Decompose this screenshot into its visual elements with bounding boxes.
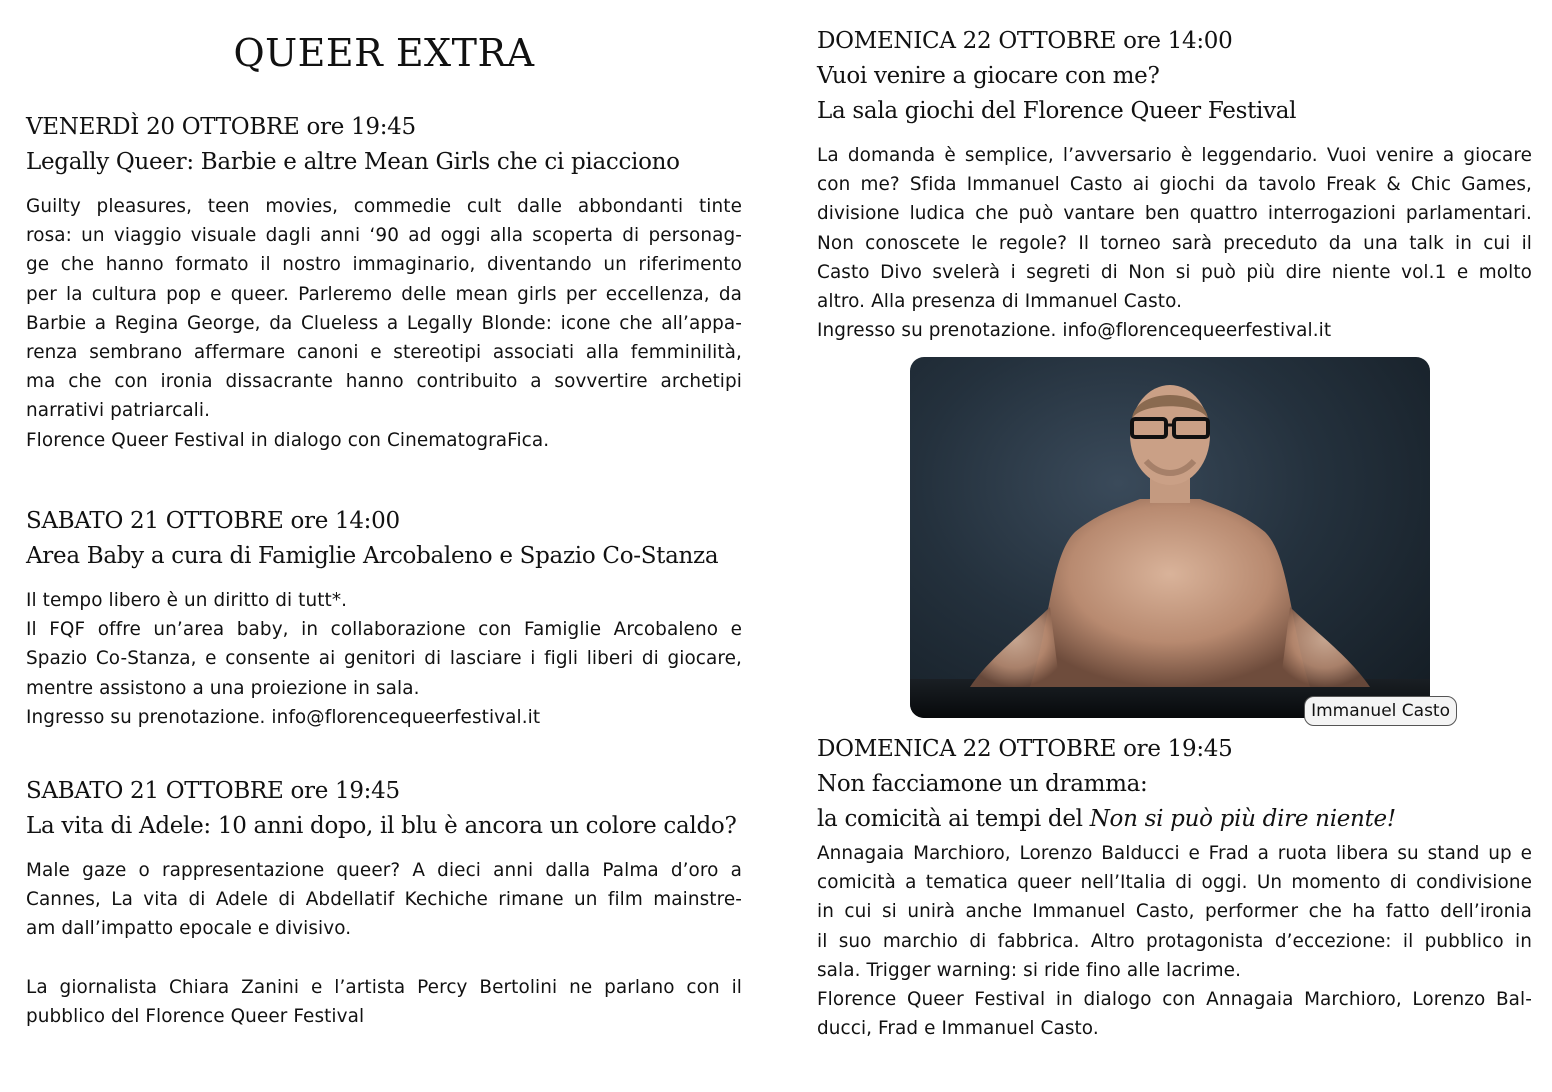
text-line: Il FQF offre un’area baby, in collaborazione con Famiglie Arcobaleno e <box>26 619 742 641</box>
text-line: Cannes, La vita di Adele di Abdellatif Kechiche rimane un film mainstre- <box>26 889 742 911</box>
event-subtitle: La sala giochi del Florence Queer Festival <box>817 98 1297 124</box>
text-line: Spazio Co-Stanza, e consente ai genitori di lasciare i figli liberi di giocare, <box>26 648 742 670</box>
event-date: DOMENICA 22 OTTOBRE ore 19:45 <box>817 736 1233 762</box>
text-line: Barbie a Regina George, da Clueless a Legally Blonde: icone che all’appa- <box>26 312 742 334</box>
event-title: Non facciamone un dramma: <box>817 771 1148 797</box>
text-line: con me? Sfida Immanuel Casto ai giochi da tavolo Freak & Chic Games, <box>817 174 1532 196</box>
event-description <box>817 839 1532 1043</box>
event-vita-di-adele <box>26 774 742 1031</box>
event-description <box>26 586 742 732</box>
left-column <box>26 0 742 1027</box>
event-subtitle <box>817 802 1532 837</box>
event-non-facciamone-un-dramma <box>817 732 1532 1043</box>
event-description <box>817 141 1532 345</box>
text-line: ge che hanno formato il nostro immaginario, diventando un riferimento <box>26 254 742 276</box>
text-line: renza sembrano affermare canoni e stereotipi associati alla femminilità, <box>26 342 742 364</box>
text-line: ma che con ironia dissacrante hanno contribuito a sovvertire archetipi <box>26 371 742 393</box>
event-title: Legally Queer: Barbie e altre Mean Girls che ci piacciono <box>26 149 680 175</box>
event-area-baby <box>26 504 742 732</box>
event-date: VENERDÌ 20 OTTOBRE ore 19:45 <box>26 114 416 140</box>
text-line: rosa: un viaggio visuale dagli anni ‘90 ad oggi alla scoperta di personag- <box>26 225 742 247</box>
text-line: mentre assistono a una proiezione in sala. <box>26 677 420 699</box>
text-line: altro. Alla presenza di Immanuel Casto. <box>817 291 1183 313</box>
text-line: Il tempo libero è un diritto di tutt*. <box>26 590 348 611</box>
portrait-photo <box>910 357 1430 718</box>
event-booking: Ingresso su prenotazione. info@florencequeerfestival.it <box>26 706 541 728</box>
text-line: per la cultura pop e queer. Parleremo delle mean girls per eccellenza, da <box>26 283 742 305</box>
event-booking: Ingresso su prenotazione. info@florencequeerfestival.it <box>817 320 1332 342</box>
text-line: Male gaze o rappresentazione queer? A dieci anni dalla Palma d’oro a <box>26 860 742 881</box>
text-line: Annagaia Marchioro, Lorenzo Balducci e Frad a ruota libera su stand up e <box>817 843 1532 864</box>
text-line: divisione ludica che può vantare ben quattro interrogazioni parlamentari. <box>817 203 1532 225</box>
text-line: narrativi patriarcali. <box>26 400 211 422</box>
event-description <box>26 192 742 455</box>
text-line: Florence Queer Festival in dialogo con Annagaia Marchioro, Lorenzo Bal- <box>817 989 1532 1011</box>
text-line: in cui si unirà anche Immanuel Casto, performer che ha fatto dell’ironia <box>817 901 1532 923</box>
event-legally-queer <box>26 110 742 455</box>
text-line: pubblico del Florence Queer Festival <box>26 1005 365 1027</box>
text-line: Guilty pleasures, teen movies, commedie cult dalle abbondanti tinte <box>26 196 742 217</box>
text-line: am dall’impatto epocale e divisivo. <box>26 918 352 940</box>
photo-caption: Immanuel Casto <box>1304 696 1457 726</box>
event-sala-giochi <box>817 24 1532 345</box>
event-date: SABATO 21 OTTOBRE ore 14:00 <box>26 508 400 534</box>
event-title: La vita di Adele: 10 anni dopo, il blu è ancora un colore caldo? <box>26 813 737 839</box>
event-date: SABATO 21 OTTOBRE ore 19:45 <box>26 778 400 804</box>
text-line: comicità a tematica queer nell’Italia di oggi. Un momento di condivisione <box>817 872 1532 894</box>
subtitle-plain: la comicità ai tempi del <box>817 806 1090 832</box>
text-line: La giornalista Chiara Zanini e l’artista Percy Bertolini ne parlano con il <box>26 976 742 998</box>
photo-figure <box>910 357 1450 721</box>
portrait-illustration <box>910 357 1430 718</box>
page-title: QUEER EXTRA <box>233 31 535 75</box>
event-description <box>26 856 742 1031</box>
text-line: il suo marchio di fabbrica. Altro protagonista d’eccezione: il pubblico in <box>817 930 1532 952</box>
event-date: DOMENICA 22 OTTOBRE ore 14:00 <box>817 28 1233 54</box>
event-credit: Florence Queer Festival in dialogo con CinematograFica. <box>26 429 550 451</box>
text-line: Casto Divo svelerà i segreti di Non si può più dire niente vol.1 e molto <box>817 261 1532 283</box>
event-title: Vuoi venire a giocare con me? <box>817 63 1160 89</box>
text-line: La domanda è semplice, l’avversario è leggendario. Vuoi venire a giocare <box>817 145 1532 166</box>
text-line: Non conoscete le regole? Il torneo sarà preceduto da una talk in cui il <box>817 232 1532 254</box>
subtitle-italic: Non si può più dire niente! <box>1089 806 1396 832</box>
event-title: Area Baby a cura di Famiglie Arcobaleno e Spazio Co-Stanza <box>26 543 719 569</box>
text-line: sala. Trigger warning: si ride fino alle lacrime. <box>817 959 1242 981</box>
text-line: ducci, Frad e Immanuel Casto. <box>817 1018 1099 1040</box>
